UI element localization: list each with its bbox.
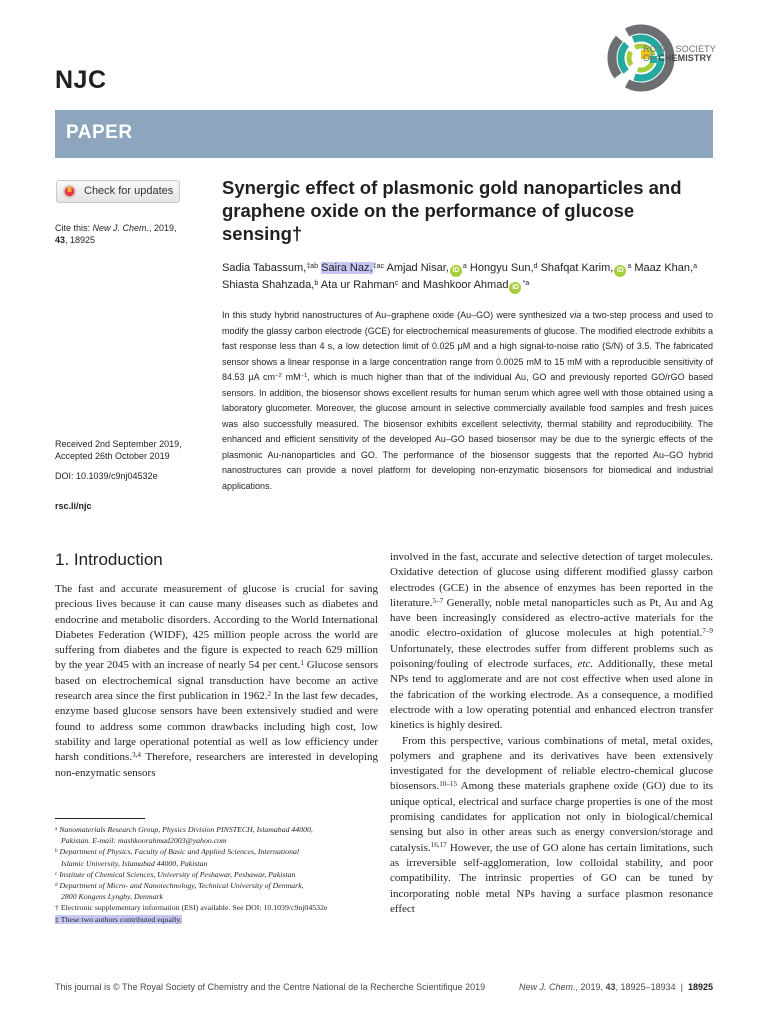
- section-heading-introduction: 1. Introduction: [55, 550, 163, 569]
- affiliation-d-line1: Department of Micro- and Nanotechnology, Technical University of Denmark,: [59, 881, 304, 891]
- orcid-icon[interactable]: iD: [614, 265, 626, 277]
- footer-page-number: 18925: [687, 982, 713, 992]
- page-footer: [55, 982, 713, 992]
- cite-label: Cite this:: [55, 223, 93, 233]
- rsc-logo-text: [643, 45, 716, 63]
- author-affiliation-sup: a: [627, 261, 632, 270]
- affiliation-c: [55, 869, 378, 880]
- article-title: Synergic effect of plasmonic gold nanoparticles and graphene oxide on the performance of glucose sensing†: [222, 177, 682, 244]
- affiliation-d: [55, 880, 378, 891]
- affiliation-mark: b: [55, 848, 58, 855]
- abstract-text-3: , which is much higher than that of the individual Au, GO and previously reported GO/rGO based sensors. In addition, the biosensor shows excellent results for human serum which agree well with those obtained using a laboratory glucometer. Moreover, the glucose amount in selective commercially available food samples and fresh juices was also successfully measured. The biosensor exhibits excellent selectivity, thermal stability and reproducibility. The enhanced and efficient sensitivity of the developed Au–GO based biosensor may be due to the synergic effects of the plasmonic Au-nanoparticles and GO. The performance of the biosensor suggests that the reported Au–GO hybrid nanostructures can provide a novel platform for developing non-enzymatic biosensors for biomedical and industrial applications.: [222, 372, 713, 491]
- rsc-logo-line1: ROYAL SOCIETY: [643, 44, 716, 54]
- affiliation-a-line1: Nanomaterials Research Group, Physics Division PINSTECH, Islamabad 44000,: [59, 825, 313, 834]
- journal-site-link[interactable]: rsc.li/njc: [55, 501, 92, 511]
- author-list: [222, 260, 722, 294]
- abstract-text-2: a two-step process and used to modify the glassy carbon electrode (GCE) for electrochemical measurements of glucose. The modified electrode exhibits a fast response less than 4 s, a low detection limit of 0.025 μM and a high signal-to-noise ratio (S/N) of 3.5. The fabricated sensor shows a linear response in a large concentration range from 0.0025 mM to 15 mM with a reproducible sensitivity of 84.53 μA cm: [222, 310, 713, 382]
- ref-sup[interactable]: 1: [300, 659, 304, 668]
- citation: [55, 222, 215, 246]
- intro-right-text-f: Among these materials graphene oxide (GO) due to its unique optical, electrical and surface charge properties is one of the most promising candidates for application not only in biological/chemical sensing but also in other areas such as energy conversion/storage and catalysis.: [390, 780, 713, 854]
- abstract-sup-1: −2: [275, 373, 282, 380]
- affiliation-mark: c: [55, 870, 58, 877]
- footer-pages: , 18925–18934: [615, 982, 676, 992]
- section-banner-label: PAPER: [66, 122, 133, 143]
- esi-note: † Electronic supplementary information (ESI) available. See DOI: 10.1039/c9nj04532e: [55, 903, 328, 913]
- ref-sup[interactable]: 3,4: [132, 751, 142, 760]
- affiliation-mark: d: [55, 881, 58, 888]
- footer-citation: [519, 982, 713, 992]
- affiliation-b: [55, 846, 378, 857]
- ref-sup[interactable]: 7–9: [702, 627, 713, 636]
- author: [321, 262, 384, 274]
- ref-sup[interactable]: 16,17: [430, 841, 447, 850]
- intro-right-text-b: Generally, noble metal nanoparticles such as Pt, Au and Ag have been increasingly considered as electro-active materials for the anodic electro-oxidation of glucose molecules at high potential.: [390, 596, 713, 640]
- journal-name: NJC: [55, 66, 107, 94]
- affiliation-b-line1: Department of Physics, Faculty of Basic and Applied Sciences, International: [59, 847, 300, 857]
- author-affiliation-sup: a: [693, 261, 698, 270]
- footer-year: , 2019,: [575, 982, 606, 992]
- author-name: Amjad Nisar,: [386, 262, 449, 274]
- author-name: Maaz Khan,: [634, 262, 694, 274]
- rsc-logo-line2-prefix: OF: [643, 53, 659, 63]
- section-banner: [55, 110, 713, 158]
- affiliation-a-line2: Pakistan. E-mail: mashkoorahmad2003@yahoo.com: [61, 836, 227, 846]
- intro-paragraph-1: [55, 582, 378, 781]
- author-affiliation-sup: c: [394, 278, 399, 287]
- intro-right-text-a: involved in the fast, accurate and selective detection of target molecules. Oxidative detection of glucose using different modified glassy carbon electrodes (GCE) in the absence of enzymes has been reported in the literature.: [390, 551, 713, 609]
- cite-page: , 18925: [65, 235, 96, 245]
- intro-left-column: [55, 582, 378, 781]
- author-affiliation-sup: d: [533, 261, 538, 270]
- author-affiliation-sup: *a: [522, 278, 530, 287]
- cite-year: , 2019,: [149, 223, 177, 233]
- footnotes: [55, 824, 378, 925]
- abstract-text-2b: mM: [281, 372, 301, 382]
- intro-left-text-c: In the last few decades, enzyme based glucose sensors have been extensively studied and were found to address some common drawbacks including high cost, low stability and large operational potential as well as low efficiency under harsh conditions.: [55, 690, 378, 764]
- footnote-divider: [55, 818, 145, 819]
- author-name: Shiasta Shahzada,: [222, 279, 315, 291]
- doi[interactable]: DOI: 10.1039/c9nj04532e: [55, 471, 158, 481]
- affiliation-c-line1: Institute of Chemical Sciences, University of Peshawar, Peshawar, Pakistan: [59, 869, 296, 879]
- author-affiliation-sup: a: [462, 261, 467, 270]
- intro-left-text-d: Therefore, researchers are interested in developing non-enzymatic sensors: [55, 751, 378, 779]
- author-name: Shafqat Karim,: [540, 262, 614, 274]
- footer-copyright: This journal is © The Royal Society of Chemistry and the Centre National de la Recherche Scientifique 2019: [55, 982, 486, 992]
- intro-right-column: [390, 550, 713, 917]
- rsc-logo-line2: [643, 54, 716, 63]
- author-name: Sadia Tabassum,: [222, 262, 307, 274]
- received-accepted: [55, 438, 215, 462]
- affiliation-d-line2: 2800 Kongens Lyngby, Denmark: [61, 892, 163, 902]
- intro-paragraph-1-cont: [390, 550, 713, 734]
- abstract-sup-2: −1: [300, 373, 308, 380]
- intro-left-text-a: The fast and accurate measurement of glucose is crucial for saving precious lives because it can cause many diseases such as diabetes and endocrine and metabolic disorders. According to the World International Diabetes Federation (WIDF), 425 million people across the world are suffering from diabetes and the figure is expected to reach 629 million by the year 2045 with an increase of nearly 54 per cent.: [55, 583, 378, 672]
- intro-right-italic-etc: etc.: [577, 658, 594, 671]
- footer-separator: |: [680, 982, 683, 992]
- author-affiliation-sup: ‡ac: [372, 261, 385, 270]
- affiliation-a: [55, 824, 378, 835]
- cite-journal: New J. Chem.: [92, 223, 150, 233]
- crossmark-icon: [62, 184, 77, 199]
- orcid-icon[interactable]: iD: [450, 265, 462, 277]
- abstract: [222, 308, 713, 494]
- intro-right-text-e: From this perspective, various combinations of metal, metal oxides, polymers and graphene and its derivatives have been extensively investigated for the development of reliable electro-chemical glucose biosensors.: [390, 734, 713, 793]
- author: [541, 262, 632, 274]
- author: [470, 262, 538, 274]
- ref-sup[interactable]: 5–7: [432, 596, 444, 605]
- intro-right-text-c: Unfortunately, these electrodes suffer from different problems such as poisoning/fouling of electrode surfaces,: [390, 642, 713, 671]
- author-name: and Mashkoor Ahmad: [401, 279, 509, 291]
- abstract-text-1: In this study hybrid nanostructures of Au–graphene oxide (Au–GO) were synthesized: [222, 310, 570, 320]
- author-name: Ata ur Rahman: [320, 279, 395, 291]
- footer-journal: New J. Chem.: [518, 982, 576, 992]
- accepted-date: Accepted 26th October 2019: [55, 451, 170, 461]
- author: [321, 279, 399, 291]
- check-for-updates-button[interactable]: [56, 180, 180, 203]
- intro-paragraph-2: [390, 734, 713, 918]
- intro-right-text-g: However, the use of GO alone has certain limitations, such as irreversible self-agglomeration, low colloidal stability, and poor compatibility. The intrinsic properties of GO can be tuned by incorporating noble metal NPs having a surface plasmon resonance effect: [390, 841, 713, 915]
- ref-sup[interactable]: 2: [267, 689, 272, 698]
- cite-volume: 43: [55, 235, 66, 245]
- author: [401, 279, 529, 291]
- ref-sup[interactable]: 10–15: [439, 780, 458, 789]
- orcid-icon[interactable]: iD: [509, 282, 521, 294]
- rsc-logo-line2-bold: CHEMISTRY: [658, 53, 712, 63]
- check-for-updates-label: Check for updates: [84, 185, 174, 197]
- author: [387, 262, 467, 274]
- author-affiliation-sup: ‡ab: [306, 261, 319, 270]
- author: [222, 262, 318, 274]
- footer-volume: 43: [605, 982, 616, 992]
- abstract-italic-via: via: [569, 310, 582, 320]
- author-name: Hongyu Sun,: [469, 262, 534, 274]
- intro-right-text-d: Additionally, these metal NPs tend to agglomerate and are not cost effective when used alone in the fabrication of the working electrode. As a consequence, a modified electrode with a low operating potential and enhanced electron transfer kinetics is highly desired.: [390, 658, 713, 732]
- affiliation-mark: a: [55, 825, 58, 832]
- intro-left-text-b: Glucose sensors based on electrochemical signal transduction have become an active research area since the first publication in 1962.: [55, 659, 378, 703]
- author: [222, 279, 318, 291]
- equal-contribution-note: ‡ These two authors contributed equally.: [55, 914, 182, 924]
- author: [634, 262, 697, 274]
- author-name: Saira Naz,: [321, 262, 373, 274]
- affiliation-b-line2: Islamic University, Islamabad 44000, Pakistan: [61, 858, 208, 868]
- received-date: Received 2nd September 2019,: [55, 439, 182, 449]
- author-affiliation-sup: b: [314, 278, 319, 287]
